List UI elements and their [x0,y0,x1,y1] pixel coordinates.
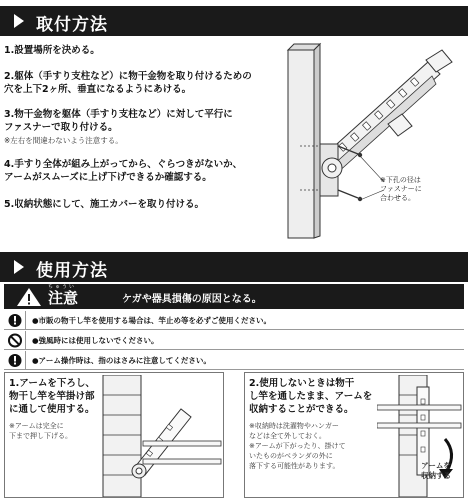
warning-row [4,351,464,370]
step-5-text: 5.収納状態にして、施工カバーを取り付ける。 [4,199,205,210]
triangle-icon [14,260,24,274]
arrow-label-line2: 収納する [421,471,451,480]
caption-line1: ※下孔の径は [380,176,421,184]
caption-line2: ファスナーに [380,185,422,193]
usage-1-line2: 物干し竿を竿掛け部 [9,391,95,402]
section-title: 使用方法 [36,261,108,281]
mandatory-icon [4,351,26,370]
warning-bar [4,284,464,309]
usage-1-line1: 1.アームを下ろし、 [9,378,95,389]
usage-box-2 [244,372,464,498]
diagram-caption [380,176,422,203]
usage-2-line3: 収納することができる。 [249,404,354,415]
usage-2-line2: し竿を通したまま、アームを [249,391,373,402]
step-3-line1: 3.物干金物を躯体（手すり支柱など）に対して平行に [4,109,233,120]
triangle-icon [14,14,24,28]
step-4 [4,158,242,184]
usage-1-note2: 下まで押し下げる。 [9,432,72,440]
step-2-line1: 2.躯体（手すり支柱など）に物干金物を取り付けるための [4,71,252,82]
usage-1-line3: に通して使用する。 [9,404,95,415]
usage-2-note [249,421,346,471]
railing-illustration [103,375,141,497]
warning-row-text: ●市販の物干し竿を使用する場合は、竿止め等を必ずご使用ください。 [32,316,272,325]
section-title: 取付方法 [36,15,108,35]
step-3 [4,108,233,147]
usage-2-title [249,377,372,416]
step-2-line2: 穴を上下2ヶ所、垂直になるようにあける。 [4,84,192,95]
post-illustration [288,44,320,238]
usage-2-note3: ※アームが下がったり、掛けて [249,442,346,450]
mandatory-icon [4,311,26,330]
step-2 [4,70,252,96]
prohibited-icon [4,331,26,350]
usage-2-note2: などは全て外しておく。 [249,432,326,440]
step-5 [4,198,204,211]
warning-row-text: ●強風時には使用しないでください。 [32,336,159,345]
step-4-line1: 4.手すり全体が組み上がってから、ぐらつきがないか、 [4,159,243,170]
usage-2-note5: 落下する可能性があります。 [249,462,340,470]
usage-1-note [9,421,72,441]
step-1-text: 1.設置場所を決める。 [4,45,100,56]
arrow-label [421,461,451,481]
warning-row [4,311,464,330]
warning-row-text: ●アーム操作時は、指のはさみに注意してください。 [32,356,211,365]
usage-1-diagram [99,375,223,497]
arm-illustration [328,50,452,174]
warning-row [4,331,464,350]
installation-diagram [280,40,468,240]
step-1 [4,44,100,57]
warning-title: 注意 [48,289,79,307]
warning-ruby: ちゅうい [48,284,77,290]
caption-line3: 合わせる。 [380,194,415,202]
step-3-note: ※左右を間違わないよう注意する。 [4,136,123,145]
usage-2-note1: ※収納時は洗濯物やハンガー [249,422,339,430]
step-4-line2: アームがスムーズに上げ下げできるか確認する。 [4,172,212,183]
usage-2-line1: 2.使用しないときは物干 [249,378,355,389]
usage-2-note4: いたものがベランダの外に [249,452,333,460]
usage-1-title [9,377,95,416]
usage-1-note1: ※アームは完全に [9,422,64,430]
warning-icon [16,287,42,307]
step-3-line2: ファスナーで取り付ける。 [4,122,118,133]
usage-box-1 [4,372,224,498]
warning-text: ケガや器具損傷の原因となる。 [122,294,262,305]
section-banner-installation [0,6,468,36]
arrow-label-line1: アームを [421,461,451,470]
section-banner-usage [0,252,468,282]
